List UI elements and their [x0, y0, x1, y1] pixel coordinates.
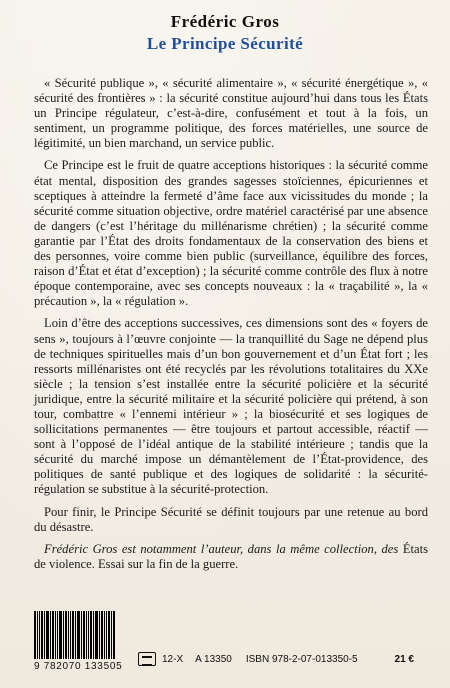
price: 21 €: [394, 653, 414, 665]
publisher-logo-icon: [138, 652, 156, 666]
paragraph-2: Ce Principe est le fruit de quatre acceptions historiques : la sécurité comme état mental, disposition des grandes sagesses stoïciennes, épicuriennes et sceptiques à atteindre la fermeté d’âme face aux vicissitudes du monde ; la sécurité comme situation objective, ordre matériel caractérisé par une absence de dangers (c’est l’héritage du millénarisme chrétien) ; la sécurité comme garantie par l’État des droits fondamentaux de la conservation des biens et des personnes, voire comme bien public (surveillance, équilibre des forces, raison d’État et état d’exception) ; la sécurité comme contrôle des flux à notre époque contemporaine, avec ses concepts nouveaux : la « traçabilité », la « précaution », la « régulation ».: [34, 158, 428, 309]
paragraph-1: « Sécurité publique », « sécurité alimentaire », « sécurité énergétique », « sécurité des frontières » : la sécurité constitue aujourd’hui dans tous les États un Principe régulateur, c’est-à-dire, confusément et tout à la fois, un sentiment, un programme politique, des forces matérielles, une source de légitimité, un bien marchand, un service public.: [34, 76, 428, 151]
barcode-digits: 9 782070 133505: [34, 661, 123, 672]
barcode-area: [34, 611, 428, 671]
isbn-text: ISBN 978-2-07-013350-5: [245, 653, 358, 665]
barcode: [34, 611, 118, 659]
author-name: Frédéric Gros: [170, 12, 280, 31]
paragraph-3: Loin d’être des acceptions successives, ces dimensions sont des « foyers de sens », toujours à l’œuvre conjointe — la tranquillité du Sage ne dépend plus de techniques spirituelles mais d’un bon gouvernement et d’un État fort ; les ressorts millénaristes ont été recyclés par les révolutions totalitaires du XXe siècle ; la tension s’est installée entre la sécurité policière et la sécurité juridique, entre la sécurité militaire et la sécurité policière qui prétend, à son tour, combattre « l’ennemi intérieur » ; la biosécurité et ses logiques de sollicitations permanentes — être toujours et partout accessible, réactif — sont à l’opposé de l’idéal antique de la stabilité intérieure ; tandis que la sécurité du marché impose un démantèlement de l’État-providence, des politiques de santé publique et des logiques de solidarité : la sécurité-régulation se substitue à la sécurité-protection.: [34, 316, 428, 497]
author-note: [34, 542, 428, 572]
book-title: Le Principe Sécurité: [146, 34, 304, 53]
author-note-italic: Frédéric Gros est notamment l’auteur, dans la même collection, des: [44, 541, 399, 556]
author-note-title: États de violence. Essai sur la fin de la guerre.: [34, 541, 428, 571]
blurb-text: [34, 76, 428, 579]
reference-code: A 13350: [195, 653, 232, 665]
collection-code: 12-X: [162, 653, 184, 665]
imprint-row: [120, 652, 428, 666]
paragraph-4: Pour finir, le Principe Sécurité se définit toujours par une retenue au bord du désastre.: [34, 504, 428, 534]
